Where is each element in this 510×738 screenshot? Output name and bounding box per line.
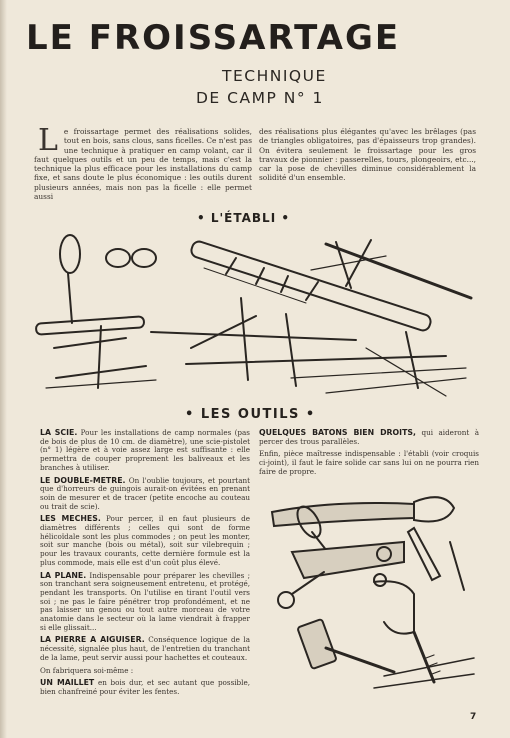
section-heading-outils: • LES OUTILS • (185, 407, 316, 422)
page-title: LE FROISSARTAGE (26, 18, 401, 58)
intro-text-1: e froissartage permet des réalisations solides, tout en bois, sans clous, sans ficelles. Ce n'est pas une technique à pratiquer en camp volant, car il faut quelques outils et un peu de temps, mais c'est la technique la plus efficace pour les installations du camp fixe, et sans doute le plus économique : les outils durent plusieurs années, mais non pas la ficelle : elle permet aussi (34, 127, 252, 202)
page-number: 7 (470, 712, 477, 722)
fabrication-note: On fabriquera soi-même : (40, 665, 134, 675)
workbench-illustration (26, 228, 478, 400)
tool-batons: QUELQUES BATONS BIEN DROITS, qui aideront à percer des trous parallèles. (259, 428, 479, 446)
etabli-note: Enfin, pièce maîtresse indispensable : l'établi (voir croquis ci-joint), il faut le faire solide car sans lui on ne pourra rien faire de propre. (259, 449, 479, 476)
page-spine-shadow (0, 0, 7, 738)
intro-column-2: des réalisations plus élégantes qu'avec les brêlages (pas de triangles obligatoires, pas d'épaisseurs trop grandes). On évitera seulement le froissartage pour les gros travaux de pionnier : passerelles, tours, plongeoirs, etc..., car la pose de chevilles diminue considérablement la solidité d'un ensemble. (259, 127, 476, 183)
tool-scie: LA SCIE. Pour les installations de camp normales (pas de bois de plus de 10 cm. de diamètre), une scie-pistolet (n° 1) légère et à voie assez large est suffisante : elle permettra de couper proprement les baliveaux et les branches à utiliser. (40, 428, 250, 472)
tool-maillet: UN MAILLET en bois dur, et sec autant que possible, bien chanfreiné pour éviter les fentes. (40, 678, 250, 696)
subtitle-line-1: TECHNIQUE (222, 67, 327, 85)
drop-cap: L (38, 123, 58, 158)
section-heading-etabli: • L'ÉTABLI • (197, 211, 291, 225)
tools-column-left (40, 429, 250, 701)
tool-pierre: LA PIERRE A AIGUISER. Conséquence logique de la nécessité, signalée plus haut, de l'entretien du tranchant de la lame, peut servir aussi pour hachettes et couteaux. (40, 635, 250, 662)
tool-plane: LA PLANE. Indispensable pour préparer les chevilles ; son tranchant sera soigneusement entretenu, et protégé, pendant les transports. On l'utilise en tirant l'outil vers soi ; ne pas le faire pénétrer trop profondément, et ne pas laisser un genou ou tout autre morceau de votre anatomie dans le secteur où la lame viendrait à frapper si elle glissait... (40, 570, 251, 632)
tool-double-metre: LE DOUBLE-METRE. On l'oublie toujours, et pourtant que d'horreurs de guingois aurait-on évitées en prenant soin de mesurer et de tracer (petite encoche au couteau ou trait de scie). (40, 475, 250, 511)
subtitle-line-2: DE CAMP N° 1 (196, 89, 324, 107)
tools-column-right (259, 429, 479, 481)
tool-meches: LES MECHES. Pour percer, il en faut plusieurs de diamètres différents ; celles qui sont de forme hélicoïdale sont les plus commodes ; on peut les monter, soit sur manche (bois ou métal), soit sur vilebrequin ; pour les travaux courants, cette dernière formule est la plus commode, mais elle est d'un coût plus élevé. (40, 514, 250, 567)
intro-column-1 (34, 123, 252, 202)
tools-illustration (264, 482, 480, 706)
